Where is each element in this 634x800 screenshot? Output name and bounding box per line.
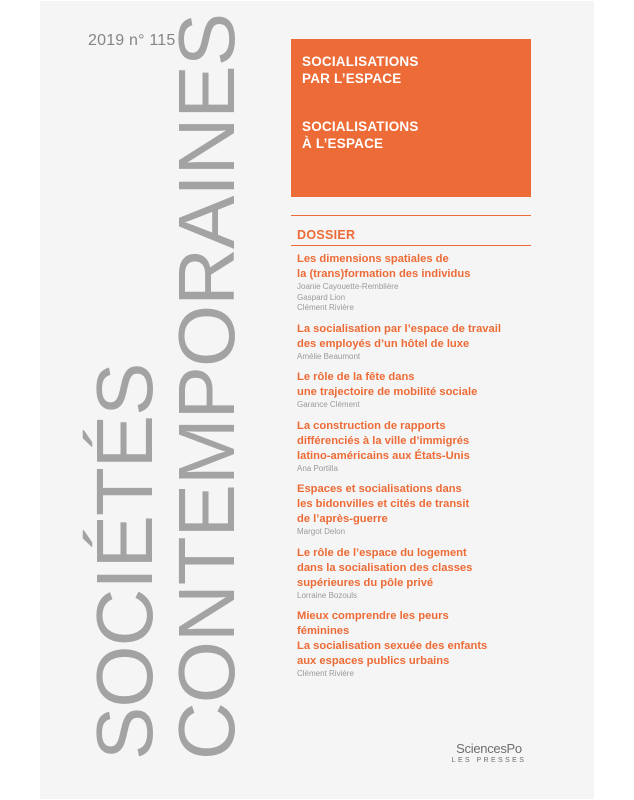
article-item	[297, 322, 537, 363]
article-item	[297, 482, 537, 538]
article-item	[297, 546, 537, 602]
article-title: Mieux comprendre les peurs féminines La socialisation sexuée des enfants aux espaces publics urbains	[297, 610, 488, 667]
theme-title-2: SOCIALISATIONS À L’ESPACE	[302, 119, 419, 151]
article-author: Garance Clément	[297, 400, 360, 409]
journal-title-line2: CONTEMPORAINES	[162, 13, 251, 760]
article-author: Clément Rivière	[297, 669, 354, 678]
article-title: Les dimensions spatiales de la (trans)formation des individus	[297, 253, 471, 280]
article-author: Lorraine Bozouls	[297, 590, 358, 600]
publisher-name: SciencesPo	[456, 741, 522, 756]
article-author: Margot Delon	[297, 527, 346, 536]
article-title: Le rôle de la fête dans une trajectoire de mobilité sociale	[297, 371, 478, 398]
journal-title-line1: SOCIÉTÉS	[80, 363, 169, 760]
article-item	[297, 609, 537, 680]
article-item	[297, 252, 537, 314]
article-title: La construction de rapports différenciés à la ville d’immigrés latino-américains aux États-Unis	[297, 419, 470, 462]
article-author: Clément Rivière	[297, 303, 354, 312]
publisher-logo	[443, 741, 535, 764]
article-item	[297, 419, 537, 475]
section-divider	[291, 245, 531, 246]
article-item	[297, 370, 537, 411]
article-author: Joanie Cayouette-Remblière	[297, 282, 399, 291]
theme-box	[291, 39, 531, 197]
top-divider	[291, 215, 531, 216]
publisher-sub: LES PRESSES	[451, 757, 527, 764]
article-list	[297, 252, 537, 688]
issue-number: 2019 n° 115	[88, 32, 176, 49]
article-title: Le rôle de l’espace du logement dans la socialisation des classes supérieures du pôle privé	[297, 546, 473, 589]
article-author: Amélie Beaumont	[297, 351, 361, 361]
journal-title	[80, 0, 284, 760]
article-title: La socialisation par l’espace de travail des employés d’un hôtel de luxe	[297, 322, 501, 350]
theme-title-1: SOCIALISATIONS PAR L’ESPACE	[302, 54, 419, 86]
article-author: Gaspard Lion	[297, 292, 346, 302]
article-author: Ana Portilla	[297, 463, 338, 473]
article-title: Espaces et socialisations dans les bidonvilles et cités de transit de l’après-guerre	[297, 483, 470, 525]
section-label: DOSSIER	[297, 228, 356, 242]
